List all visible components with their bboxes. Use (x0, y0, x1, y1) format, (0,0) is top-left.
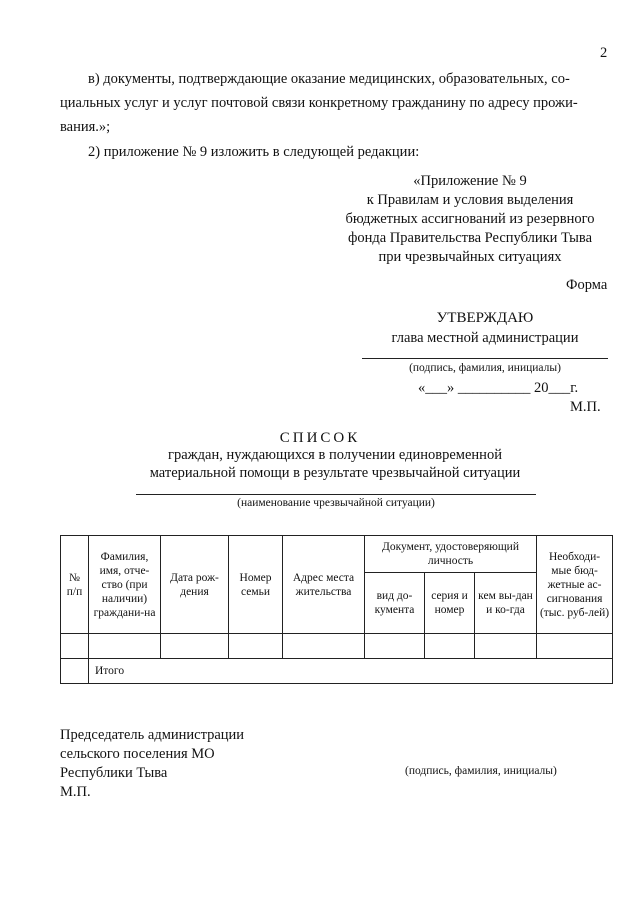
approval-signature-caption: (подпись, фамилия, инициалы) (409, 362, 561, 374)
intro-line-3: вания.»; (60, 119, 111, 135)
header-address: Адрес места жительства (283, 536, 365, 634)
header-name: Фамилия, имя, отче-ство (при наличии) граждани-на (89, 536, 161, 634)
emergency-name-line (136, 494, 536, 495)
footer-line-1: Председатель администрации (60, 727, 245, 743)
header-family-number: Номер семьи (229, 536, 283, 634)
footer-line-3: Республики Тыва (60, 765, 168, 781)
appendix-header (330, 172, 610, 267)
footer-stamp: М.П. (60, 784, 91, 800)
approval-title: УТВЕРЖДАЮ (436, 310, 534, 326)
emergency-name-caption: (наименование чрезвычайной ситуации) (237, 497, 435, 509)
intro-line-1: в) документы, подтверждающие оказание медицинских, образовательных, со- (88, 71, 570, 87)
appendix-line-4: фонда Правительства Республики Тыва (347, 230, 593, 246)
table-row (61, 634, 613, 659)
header-doc-series: серия и номер (425, 573, 475, 634)
header-funds: Необходи-мые бюд-жетные ас-сигнования (тыс. руб-лей) (537, 536, 613, 634)
form-label: Форма (566, 277, 608, 293)
appendix-line-1: «Приложение № 9 (413, 173, 527, 189)
page-number: 2 (600, 45, 608, 61)
footer-signatory (60, 726, 244, 802)
approval-date-line: «___» __________ 20___г. (418, 380, 579, 396)
intro-line-4: 2) приложение № 9 изложить в следующей редакции: (88, 144, 420, 160)
citizens-table (60, 535, 613, 684)
header-doc-type: вид до-кумента (365, 573, 425, 634)
list-title-line-1: граждан, нуждающихся в получении единовременной (168, 447, 502, 463)
table-header-row-1 (61, 536, 613, 573)
header-doc-issued: кем вы-дан и ко-гда (475, 573, 537, 634)
header-no: № п/п (61, 536, 89, 634)
total-label: Итого (89, 659, 613, 684)
appendix-line-2: к Правилам и условия выделения (366, 192, 574, 208)
appendix-line-3: бюджетных ассигнований из резервного (345, 211, 595, 227)
header-birth-date: Дата рож-дения (161, 536, 229, 634)
appendix-line-5: при чрезвычайных ситуациях (378, 249, 562, 265)
signature-line (362, 358, 608, 359)
approval-subtitle: глава местной администрации (391, 330, 579, 346)
list-heading: СПИСОК (279, 430, 361, 446)
header-document: Документ, удостоверяющий личность (365, 536, 537, 573)
list-title-line-2: материальной помощи в результате чрезвычайной ситуации (149, 465, 521, 481)
footer-line-2: сельского поселения МО (60, 746, 215, 762)
table-total-row (61, 659, 613, 684)
footer-signature-caption: (подпись, фамилия, инициалы) (405, 765, 557, 777)
intro-line-2: циальных услуг и услуг почтовой связи конкретному гражданину по адресу прожи- (60, 95, 578, 111)
approval-stamp: М.П. (570, 399, 601, 415)
